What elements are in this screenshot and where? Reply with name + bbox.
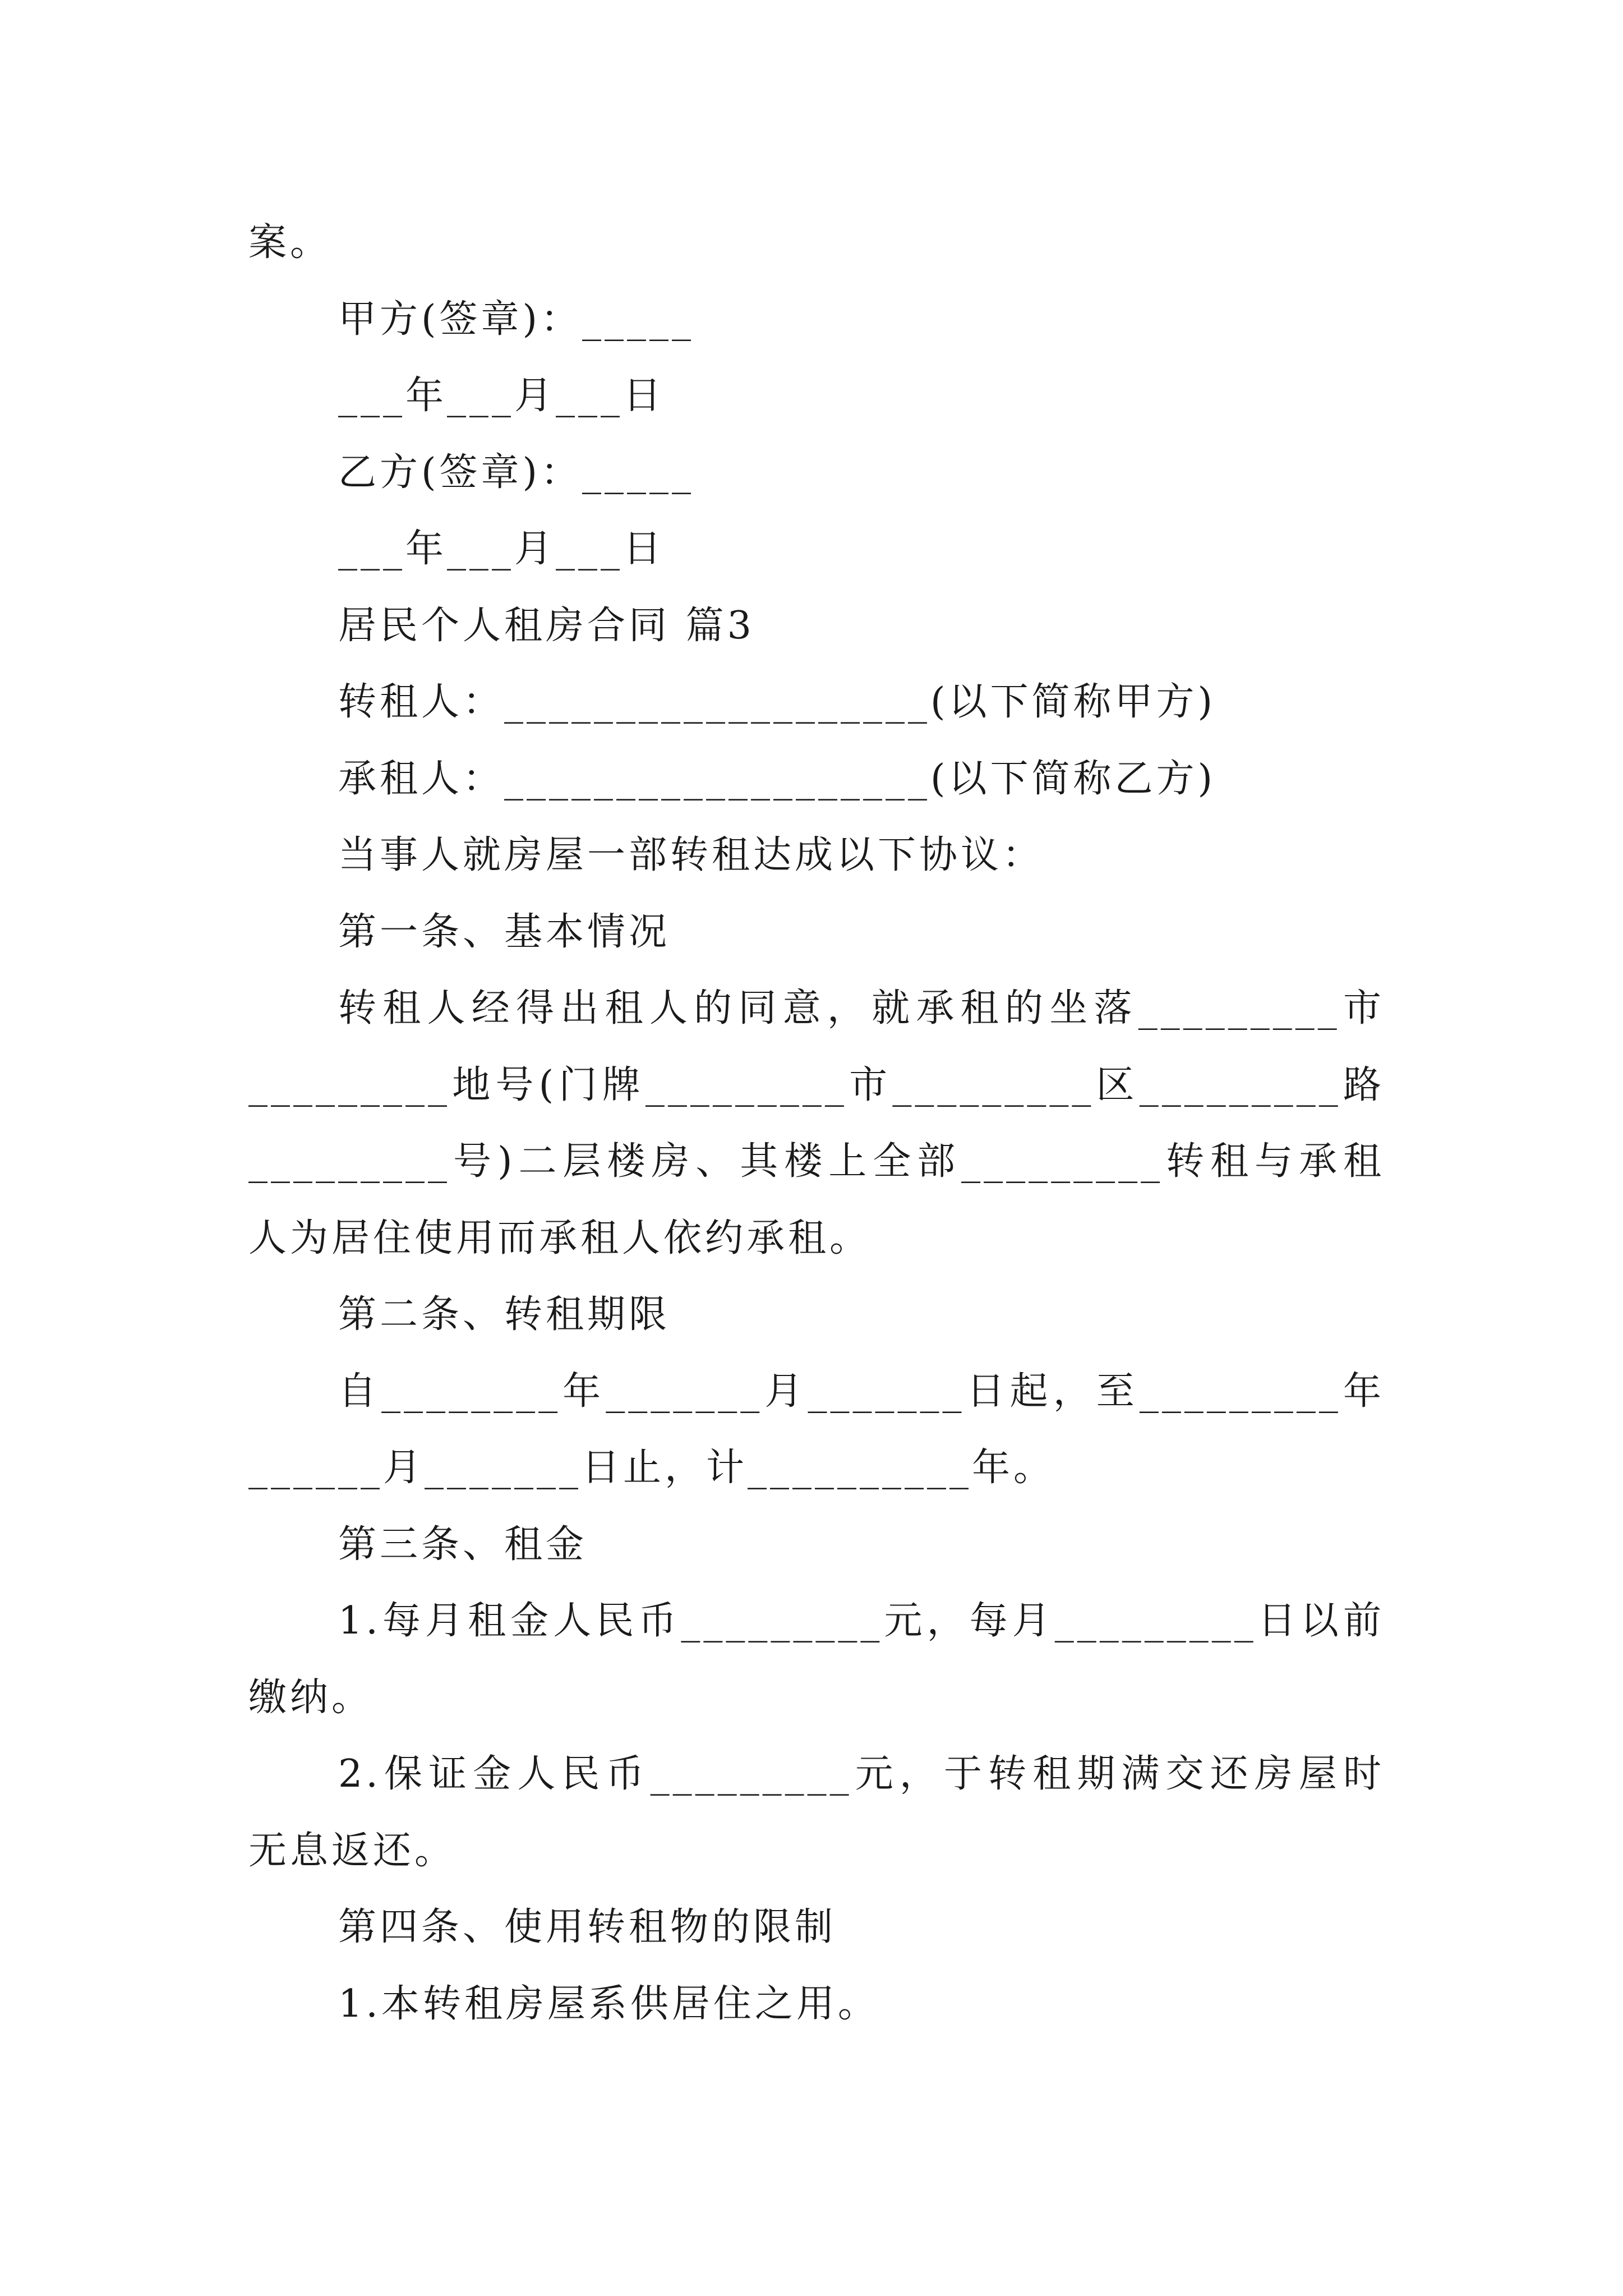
text-line: 转租人：___________________(以下简称甲方)	[338, 680, 1216, 724]
text-line: 自________年_______月_______日起，至_________年	[338, 1369, 1385, 1414]
clause-heading: 第一条、基本情况	[338, 909, 671, 954]
text-line: _________地号(门牌_________市_________区_________路	[248, 1062, 1385, 1107]
document-body	[248, 205, 1385, 2042]
text-line: 甲方(签章)：_____	[338, 297, 695, 342]
text-line: 2.保证金人民币_________元，于转租期满交还房屋时	[338, 1752, 1385, 1796]
text-line: ______月_______日止，计__________年。	[248, 1446, 1055, 1490]
text-line: ___年___月___日	[338, 374, 665, 418]
text-line: 转租人经得出租人的同意，就承租的坐落_________市	[338, 986, 1385, 1030]
text-line: _________号)二层楼房、其楼上全部_________转租与承租	[248, 1139, 1385, 1184]
text-line: 当事人就房屋一部转租达成以下协议：	[338, 833, 1044, 877]
text-line: ___年___月___日	[338, 527, 665, 571]
clause-heading: 第四条、使用转租物的限制	[338, 1905, 837, 1949]
text-line: 乙方(签章)：_____	[338, 450, 695, 495]
text-line: 案。	[248, 220, 332, 265]
text-line: 承租人：___________________(以下简称乙方)	[338, 756, 1216, 801]
clause-heading: 第二条、转租期限	[338, 1292, 671, 1337]
text-line: 人为居住使用而承租人依约承租。	[248, 1216, 872, 1260]
section-title: 居民个人租房合同 篇3	[338, 603, 755, 648]
text-line: 1.每月租金人民币_________元，每月_________日以前	[338, 1599, 1385, 1643]
clause-heading: 第三条、租金	[338, 1522, 588, 1567]
text-line: 1.本转租房屋系供居住之用。	[338, 1981, 879, 2026]
text-line: 缴纳。	[248, 1675, 374, 1720]
text-line: 无息返还。	[248, 1828, 457, 1873]
